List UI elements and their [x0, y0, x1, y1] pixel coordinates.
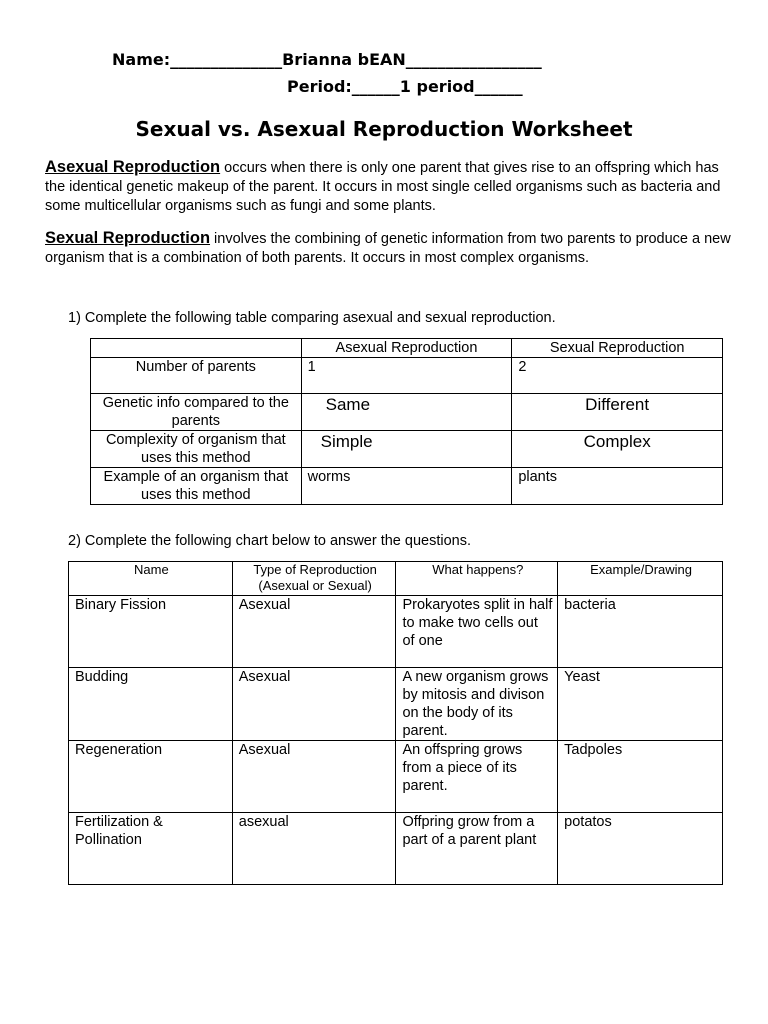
sexual-paragraph — [45, 229, 735, 268]
table-row — [69, 668, 723, 741]
header-type: Type of Reproduction (Asexual or Sexual) — [232, 562, 396, 596]
what-happens-answer[interactable]: A new organism grows by mitosis and divison on the body of its parent. — [396, 668, 558, 741]
table-row — [69, 813, 723, 885]
worksheet-title: Sexual vs. Asexual Reproduction Worksheet — [135, 117, 633, 141]
header-example: Example/Drawing — [558, 562, 723, 596]
sexual-definition: involves the combining of genetic information from two parents to produce a new organism that is a combination of both parents. It occurs in most complex organisms. — [45, 231, 731, 266]
row-label: Genetic info compared to the parents — [91, 394, 302, 431]
sexual-answer[interactable]: Complex — [512, 431, 723, 468]
sexual-answer[interactable]: plants — [512, 468, 723, 505]
asexual-definition: occurs when there is only one parent that gives rise to an offspring which has the identical genetic makeup of the parent. It occurs in most single celled organisms such as bacteria and some multicellular organisms such as fungi and some plants. — [45, 160, 721, 214]
asexual-answer[interactable]: worms — [301, 468, 512, 505]
asexual-term: Asexual Reproduction — [45, 158, 221, 176]
type-answer[interactable]: asexual — [232, 813, 396, 885]
type-answer[interactable]: Asexual — [232, 741, 396, 813]
name-line: Name:______________Brianna bEAN_________________ — [112, 50, 542, 69]
asexual-answer[interactable]: Simple — [301, 431, 512, 468]
sexual-answer[interactable]: Different — [512, 394, 723, 431]
table-row — [91, 468, 723, 505]
example-answer[interactable]: Yeast — [558, 668, 723, 741]
question-2: 2) Complete the following chart below to answer the questions. — [68, 533, 471, 549]
what-happens-answer[interactable]: Prokaryotes split in half to make two cells out of one — [396, 596, 558, 668]
question-1: 1) Complete the following table comparing asexual and sexual reproduction. — [68, 310, 556, 326]
example-answer[interactable]: bacteria — [558, 596, 723, 668]
process-name: Binary Fission — [69, 596, 233, 668]
process-name: Regeneration — [69, 741, 233, 813]
table-row — [69, 596, 723, 668]
table-header-row — [91, 339, 723, 358]
sexual-answer[interactable]: 2 — [512, 358, 723, 394]
header-name: Name — [69, 562, 233, 596]
table-corner-cell — [91, 339, 302, 358]
comparison-table — [90, 338, 723, 505]
what-happens-answer[interactable]: Offpring grow from a part of a parent plant — [396, 813, 558, 885]
header-what-happens: What happens? — [396, 562, 558, 596]
table-row — [69, 741, 723, 813]
example-answer[interactable]: Tadpoles — [558, 741, 723, 813]
header-sexual: Sexual Reproduction — [512, 339, 723, 358]
table-row — [91, 431, 723, 468]
table-row — [91, 394, 723, 431]
reproduction-chart — [68, 561, 723, 885]
row-label: Number of parents — [91, 358, 302, 394]
asexual-answer[interactable]: Same — [301, 394, 512, 431]
asexual-paragraph — [45, 158, 735, 216]
process-name: Fertilization & Pollination — [69, 813, 233, 885]
asexual-answer[interactable]: 1 — [301, 358, 512, 394]
period-line: Period:______1 period______ — [287, 77, 523, 96]
table-row — [91, 358, 723, 394]
row-label: Example of an organism that uses this method — [91, 468, 302, 505]
example-answer[interactable]: potatos — [558, 813, 723, 885]
what-happens-answer[interactable]: An offspring grows from a piece of its parent. — [396, 741, 558, 813]
process-name: Budding — [69, 668, 233, 741]
row-label: Complexity of organism that uses this method — [91, 431, 302, 468]
chart-header-row — [69, 562, 723, 596]
type-answer[interactable]: Asexual — [232, 596, 396, 668]
header-asexual: Asexual Reproduction — [301, 339, 512, 358]
type-answer[interactable]: Asexual — [232, 668, 396, 741]
sexual-term: Sexual Reproduction — [45, 229, 211, 247]
